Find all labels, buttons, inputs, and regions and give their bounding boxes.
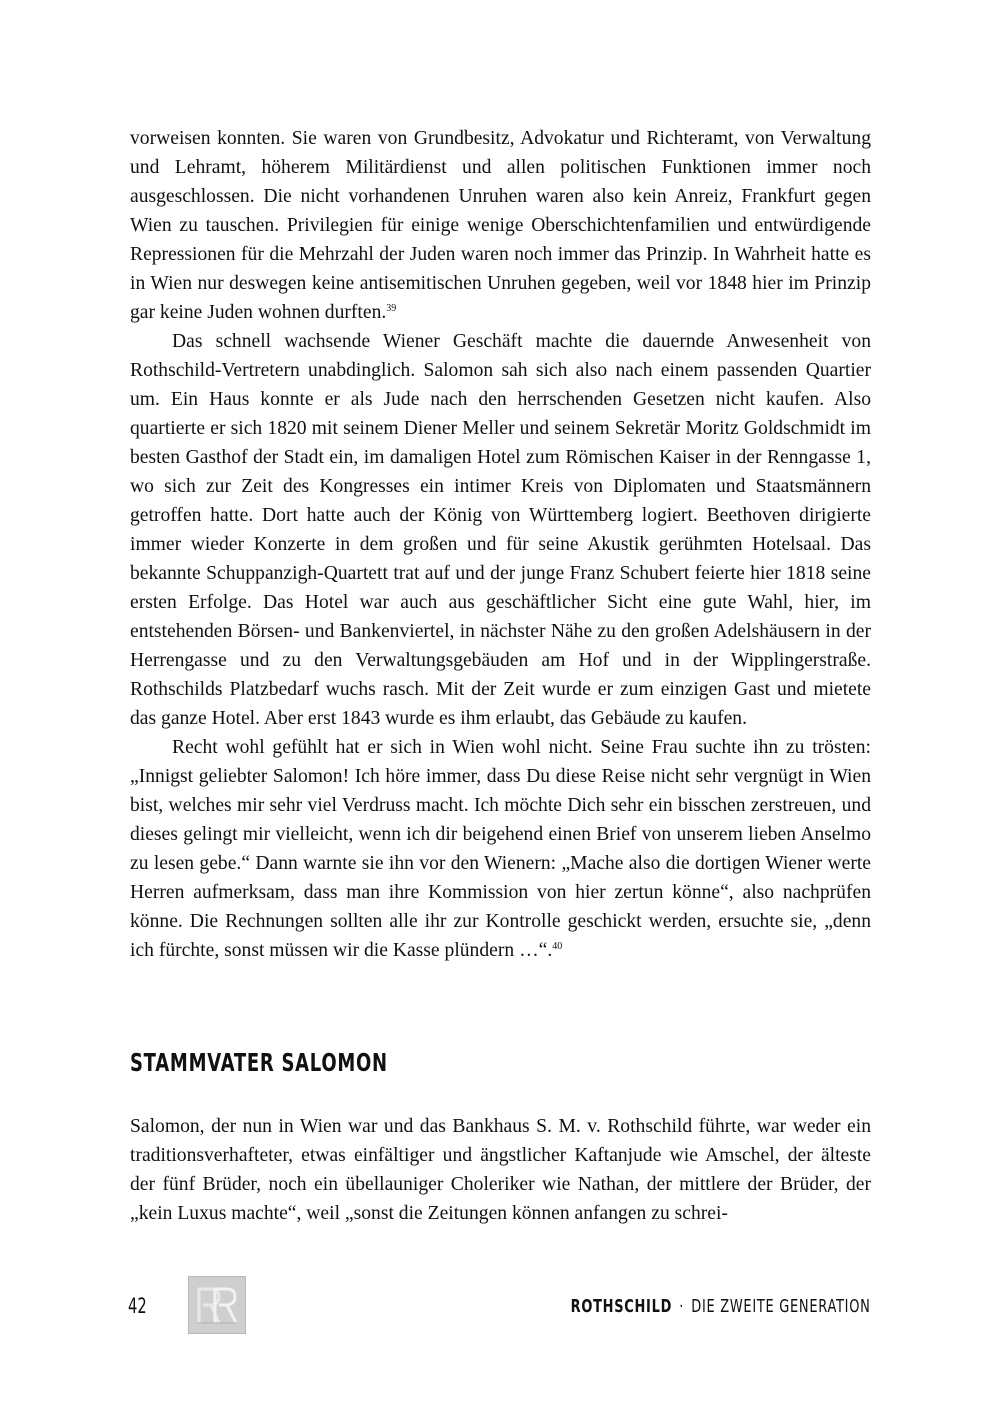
section-paragraph: Salomon, der nun in Wien war und das Bankhaus S. M. v. Rothschild führte, war weder ein traditionsverhafteter, etwas einfältiger und ängstlicher Kaftanjude wie Amschel, der älteste der fünf Brüder, noch ein übellauniger Choleriker wie Nathan, der mittlere der Brüder, der „kein Luxus machte“, weil „sonst die Zeitungen können anfangen zu schrei-	[130, 1116, 871, 1224]
paragraph-3	[130, 733, 871, 965]
running-footer	[571, 1296, 871, 1317]
paragraph-2: Das schnell wachsende Wiener Geschäft machte die dauernde Anwesenheit von Rothschild-Vertretern unabdinglich. Salomon sah sich also nach einem passenden Quartier um. Ein Haus konnte er als Jude nach den herrschenden Gesetzen nicht kaufen. Also quartierte er sich 1820 mit seinem Diener Meller und seinem Sekretär Moritz Goldschmidt im besten Gasthof der Stadt ein, im damaligen Hotel zum Römischen Kaiser in der Renngasse 1, wo sich zur Zeit des Kongresses ein intimer Kreis von Diplomaten und Staatsmännern getroffen hatte. Dort hatte auch der König von Württemberg logiert. Beethoven dirigierte immer wieder Konzerte in dem großen und für seine Akustik gerühmten Hotelsaal. Das bekannte Schuppanzigh-Quartett trat auf und der junge Franz Schubert feierte hier 1818 seine ersten Erfolge. Das Hotel war auch aus geschäftlicher Sicht eine gute Wahl, hier, im entstehenden Börsen- und Bankenviertel, in nächster Nähe zu den großen Adelshäusern in der Herrengasse und zu den Verwaltungsgebäuden am Hof und in der Wipplingerstraße. Rothschilds Platzbedarf wuchs rasch. Mit der Zeit wurde er zum einzigen Gast und mietete das ganze Hotel. Aber erst 1843 wurde es ihm erlaubt, das Gebäude zu kaufen.	[130, 331, 871, 729]
body-text	[130, 124, 871, 965]
page-number: 42	[128, 1294, 147, 1318]
paragraph-3-text: Recht wohl gefühlt hat er sich in Wien wohl nicht. Seine Frau suchte ihn zu trösten: „Innigst geliebter Salomon! Ich höre immer, dass Du diese Reise nicht sehr vergnügt in Wien bist, welches mir sehr viel Verdruss macht. Ich möchte Dich sehr ein bisschen zerstreuen, und dieses gelingt mir vielleicht, wenn ich dir beigehend einen Brief von unserem lieben Anselmo zu lesen gebe.“ Dann warnte sie ihn vor den Wienern: „Mache also die dortigen Wiener werte Herren aufmerksam, dass man ihre Kommission von hier zertun könne“, also nachprüfen könne. Die Rechnungen sollten alle ihr zur Kontrolle geschickt werden, ersuchte sie, „denn ich fürchte, sonst müssen wir die Kasse plündern …“.	[130, 737, 871, 961]
paragraph-1	[130, 124, 871, 327]
footer-brand: ROTHSCHILD	[571, 1296, 673, 1317]
rr-monogram-icon	[188, 1276, 246, 1334]
section-heading: STAMMVATER SALOMON	[130, 1048, 388, 1077]
footnote-ref-39: 39	[386, 303, 397, 314]
footnote-ref-40: 40	[552, 941, 563, 952]
footer-subtitle: DIE ZWEITE GENERATION	[691, 1296, 871, 1317]
section-text	[130, 1112, 871, 1228]
footer-separator: ·	[679, 1296, 685, 1317]
paragraph-1-text: vorweisen konnten. Sie waren von Grundbesitz, Advokatur und Richteramt, von Verwaltung und Lehramt, höherem Militärdienst und allen politischen Funktionen immer noch ausgeschlossen. Die nicht vorhandenen Unruhen waren also kein Anreiz, Frankfurt gegen Wien zu tauschen. Privilegien für einige wenige Oberschichtenfamilien und entwürdigende Repressionen für die Mehrzahl der Juden waren noch immer das Prinzip. In Wahrheit hatte es in Wien nur deswegen keine antisemitischen Unruhen gegeben, weil vor 1848 hier im Prinzip gar keine Juden wohnen durften.	[130, 128, 871, 323]
